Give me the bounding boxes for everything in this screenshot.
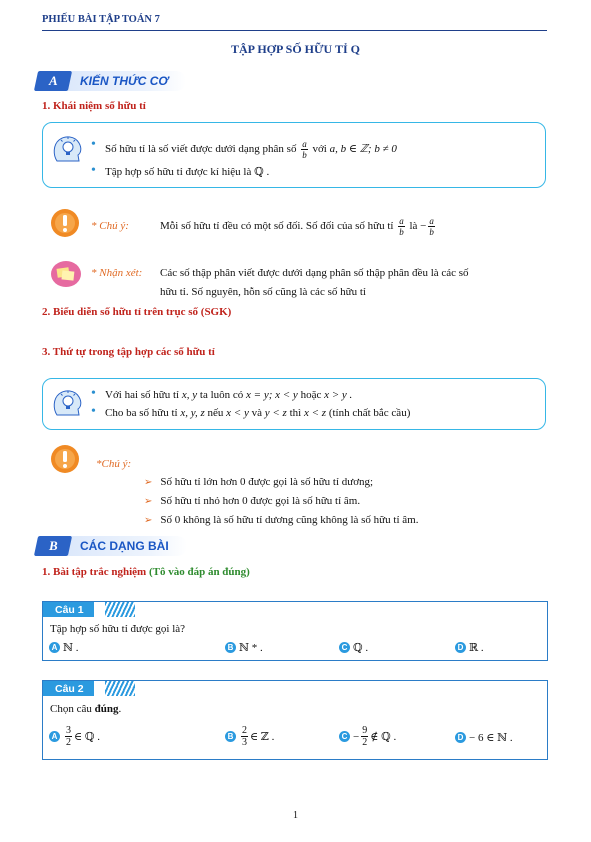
lightbulb-head-icon: [51, 389, 85, 417]
note-3-item: ➢ Số hữu tỉ lớn hơn 0 được gọi là số hữu tỉ dương;: [144, 476, 374, 488]
note-3-label: *Chú ý:: [96, 458, 132, 470]
order-line-2: • Cho ba số hữu tỉ x, y, z nếu x < y và y < z thì x < z (tính chất bắc cầu): [105, 406, 410, 420]
exercise-1-heading: 1. Bài tập trắc nghiệm (Tô vào đáp án đúng): [42, 566, 250, 578]
page-number: 1: [293, 810, 298, 821]
subheading-1: 1. Khái niệm số hữu tỉ: [42, 100, 146, 112]
lightbulb-head-icon: [51, 135, 85, 163]
question-1-tag: Câu 1: [43, 602, 94, 617]
question-2-tag: Câu 2: [43, 681, 94, 696]
note-3-item: ➢ Số 0 không là số hữu tỉ dương cũng không là số hữu tỉ âm.: [144, 514, 419, 526]
arrow-bullet-icon: ➢: [144, 515, 153, 526]
note-1-label: * Chú ý:: [91, 220, 129, 232]
q1-option-d[interactable]: D ℝ .: [455, 641, 484, 654]
question-1-box: [42, 601, 548, 661]
section-b-title: CÁC DẠNG BÀI: [66, 536, 187, 556]
question-1-text: Tập hợp số hữu tỉ được gọi là?: [50, 623, 186, 635]
note-2-line-1: Các số thập phân viết được dưới dạng phân số thập phân đều là các số: [160, 267, 469, 279]
question-2-text: Chọn câu đúng.: [50, 703, 122, 715]
page-title: TẬP HỢP SỐ HỮU TỈ Q: [230, 42, 361, 56]
sticky-note-icon: [50, 260, 82, 288]
tag-stripes: [105, 681, 135, 696]
q2-option-d[interactable]: D − 6 ∈ ℕ .: [455, 731, 513, 744]
order-box: [42, 378, 546, 430]
tag-stripes: [105, 602, 135, 617]
question-2-box: [42, 680, 548, 760]
note-1-text: Mỗi số hữu tỉ đều có một số đối. Số đối của số hữu tỉ $\frac{a}{b}$ là − $\frac{a}{b}$: [160, 216, 434, 237]
header-divider: [42, 30, 547, 31]
exclamation-icon: [50, 444, 80, 474]
note-2-line-2: hữu tỉ. Số nguyên, hỗn số cũng là các số hữu tỉ: [160, 286, 366, 298]
q1-option-c[interactable]: C ℚ .: [339, 641, 368, 654]
q1-option-b[interactable]: B ℕ * .: [225, 641, 263, 654]
subheading-3: 3. Thứ tự trong tập hợp các số hữu tỉ: [42, 346, 215, 358]
section-a-title: KIẾN THỨC CƠ: [66, 71, 186, 91]
arrow-bullet-icon: ➢: [144, 496, 153, 507]
section-a-badge: [36, 70, 186, 92]
note-3-item: ➢ Số hữu tỉ nhỏ hơn 0 được gọi là số hữu tỉ âm.: [144, 495, 361, 507]
note-2-label: * Nhận xét:: [91, 267, 143, 279]
order-line-1: • Với hai số hữu tỉ x, y ta luôn có x = y; x < y hoặc x > y .: [105, 388, 352, 402]
q2-option-a[interactable]: A $\frac{3}{2}$ ∈ ℚ .: [49, 725, 100, 748]
section-b-letter: B: [34, 536, 72, 556]
arrow-bullet-icon: ➢: [144, 477, 153, 488]
definition-line-1: • Số hữu tỉ là số viết được dưới dạng phân số $\frac{a}{b}$ với a, b ∈ ℤ; b ≠ 0: [105, 139, 397, 160]
exclamation-icon: [50, 208, 80, 238]
subheading-2: 2. Biểu diễn số hữu tỉ trên trục số (SGK): [42, 306, 232, 318]
section-b-badge: [36, 535, 187, 557]
fraction-a-over-b: $\frac{a}{b}$: [302, 139, 307, 160]
section-a-letter: A: [34, 71, 72, 91]
definition-box: [42, 122, 546, 188]
definition-line-2: • Tập hợp số hữu tỉ được kí hiệu là ℚ .: [105, 165, 269, 179]
q2-option-c[interactable]: C − $\frac{9}{2}$ ∉ ℚ .: [339, 725, 396, 748]
q2-option-b[interactable]: B $\frac{2}{3}$ ∈ ℤ .: [225, 725, 274, 748]
running-header: PHIẾU BÀI TẬP TOÁN 7: [42, 14, 160, 25]
q1-option-a[interactable]: A ℕ .: [49, 641, 79, 654]
